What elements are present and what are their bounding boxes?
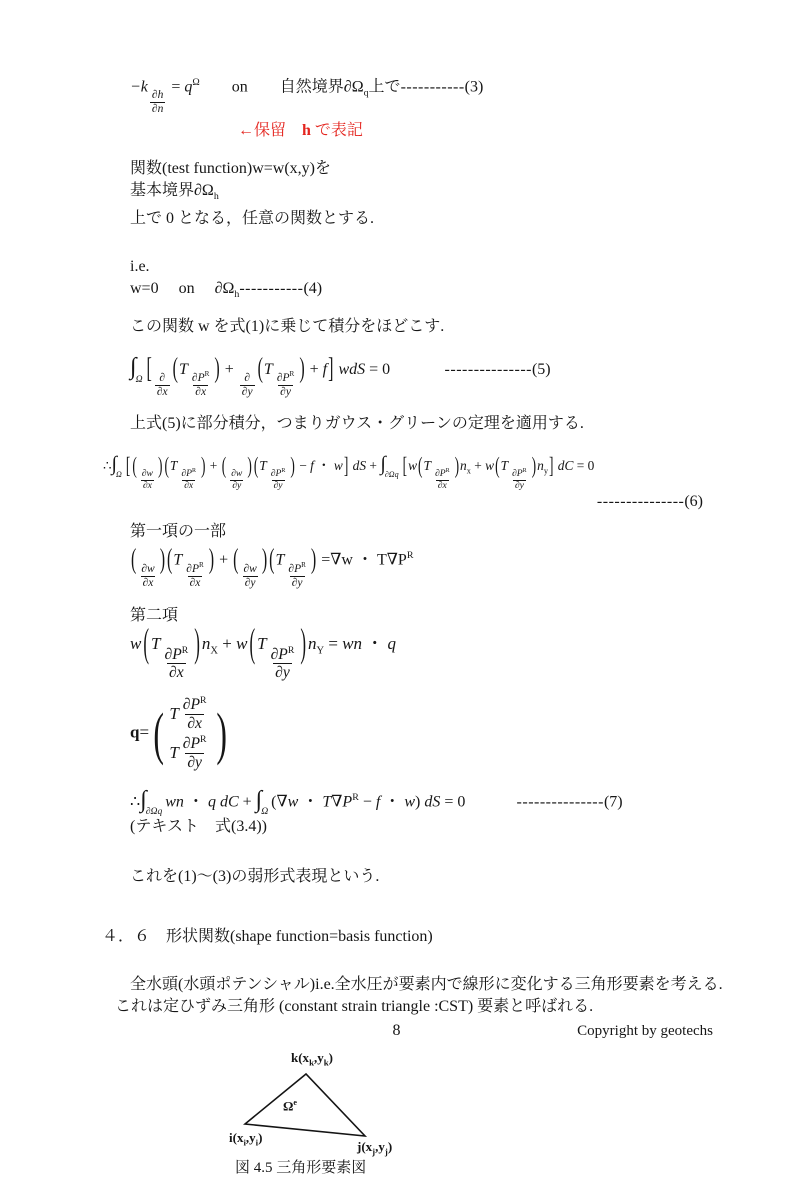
paragraph-cst [115, 974, 748, 1018]
footer-copyright: Copyright by geotechs [577, 1023, 713, 1039]
figure-triangle-element [205, 1044, 525, 1184]
equation-6-number: ---------------(6) [596, 493, 703, 511]
equation-3: −k $\frac{\partial h}{\partial n}$ = $q^\Omega$ on 自然境界$\partial\Omega_q$上で-----------(3) [130, 77, 484, 116]
paragraph-zero-condition: 上で 0 となる，任意の関数とする. [130, 210, 375, 228]
document-body [102, 72, 748, 1184]
equation-first-term: ( $\frac{\partial w}{\partial x}$ ) (T $\frac{\partial P^R}{\partial x}$ ) + ( $\frac{\partial w}{\partial y}$ ) (T $\frac{\partial P^R}{\partial y}$ ) =∇w ・ $T\nabla P^R$ [131, 545, 414, 589]
equation-second-term: w ( T $\frac{\partial P^R}{\partial x}$ ) $n_X + w$ ( T $\frac{\partial P^R}{\partial y}$ ) $n_Y$ = wn ・ q [130, 620, 397, 682]
vertex-label-k: $k(x_k,y_k)$ [291, 1049, 333, 1068]
equation-5: $\int_\Omega$ [ $\frac{\partial}{\partial x}$ (T $\frac{\partial P^R}{\partial x}$ ) + $\frac{\partial}{\partial y}$ (T $\frac{\partial P^R}{\partial y}$ ) + f] wdS = 0 ---------------(5) [130, 354, 551, 399]
footer-page-number: 8 [392, 1022, 401, 1039]
text-reference: (テキスト 式(3.4)) [130, 817, 267, 835]
paragraph-gauss-green: 上式(5)に部分積分，つまりガウス・グリーンの定理を適用する. [130, 415, 584, 433]
equation-6: $\therefore\int_\Omega$ [ ( $\frac{\partial w}{\partial x}$ ) (T $\frac{\partial P^R}{\partial x}$ ) + ( $\frac{\partial w}{\partial y}$ ) (T $\frac{\partial P^R}{\partial y}$ ) − f ・ w] dS + $\int_{\partial\Omega q}$ [w(T $\frac{\partial P^R}{\partial x}$ )$n_x + w(T$ $\frac{\partial P^R}{\partial y}$ )$n_y$] dC = 0 [103, 452, 595, 491]
equation-4: w=0 on $\partial\Omega_h-----------(4)$ [130, 280, 323, 301]
omega-element-label: $\Omega^e$ [283, 1097, 297, 1113]
vertex-label-i: $i(x_i,y_i)$ [229, 1129, 263, 1148]
figure-caption: 図 4.5 三角形要素図 [235, 1159, 367, 1176]
red-annotation: ←保留 h で表記 [238, 122, 363, 140]
paragraph-weak-form: これを(1)～(3)の弱形式表現という. [130, 867, 380, 885]
triangle-outline [245, 1074, 365, 1136]
paragraph-test-function: 関数(test function)w=w(x,y)を [130, 160, 331, 178]
paragraph-basic-boundary: 基本境界$\partial\Omega_h$ [130, 182, 219, 203]
label-first-term: 第一項の一部 [130, 523, 227, 541]
vertex-label-j: $j(x_j,y_j)$ [357, 1138, 393, 1157]
paragraph-multiply-integrate: この関数 w を式(1)に乗じて積分をほどこす. [130, 318, 445, 336]
equation-7: $\therefore\int_{\partial\Omega q}wn$ ・ q dC + $\int_\Omega(\nabla w$ ・ $T\nabla P^R - f$ ・ w) dS = 0 ---------------(7) [130, 786, 623, 818]
paragraph-cst-line1: 全水頭(水頭ポテンシャル)i.e.全水圧が要素内で線形に変化する三角形要素を考える. [130, 975, 723, 993]
equation-q-vector: q= ( T $\frac{\partial P^R}{\partial x}$ T $\frac{\partial P^R}{\partial y}$ ) [130, 694, 227, 771]
paragraph-cst-line2: これは定ひずみ三角形 (constant strain triangle :CST) 要素と呼ばれる. [115, 997, 594, 1015]
text-ie: i.e. [130, 258, 150, 276]
section-heading: ４．６ 形状関数(shape function=basis function) [102, 927, 433, 945]
label-second-term: 第二項 [130, 607, 179, 625]
